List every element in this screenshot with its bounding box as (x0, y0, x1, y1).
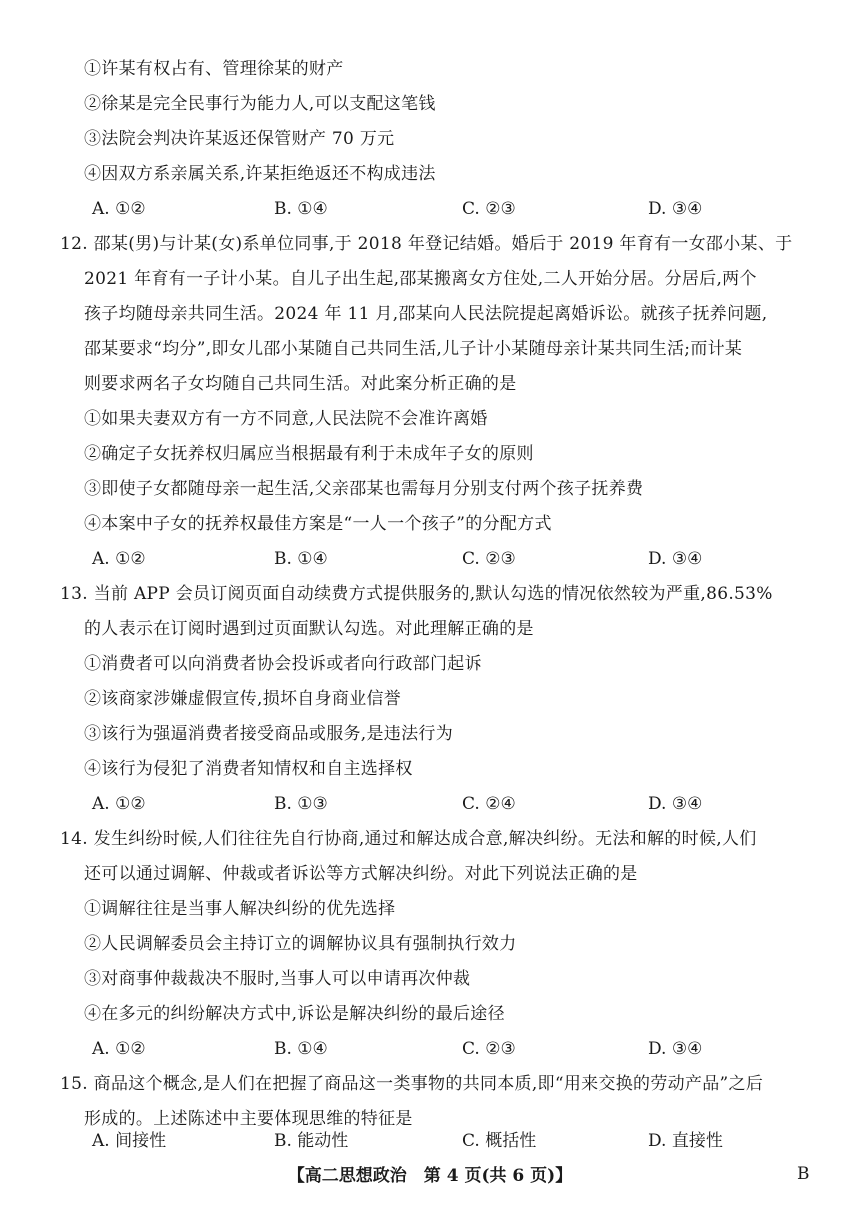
statement: ③对商事仲裁裁决不服时,当事人可以申请再次仲裁 (84, 969, 471, 989)
option-a: A. ①② (92, 794, 146, 814)
option-d: D. ③④ (648, 794, 703, 814)
option-b: B. ①③ (274, 794, 328, 814)
statement: ①调解往往是当事人解决纠纷的优先选择 (84, 899, 396, 919)
option-c: C. ②③ (462, 1039, 516, 1059)
statement: ①许某有权占有、管理徐某的财产 (84, 59, 344, 79)
option-c: C. ②④ (462, 794, 516, 814)
option-a: A. ①② (92, 549, 146, 569)
statement: ④在多元的纠纷解决方式中,诉讼是解决纠纷的最后途径 (84, 1004, 505, 1024)
answer-options (92, 1038, 772, 1060)
question-stem: 则要求两名子女均随自己共同生活。对此案分析正确的是 (84, 374, 517, 394)
page-footer: 【高二思想政治 第 4 页(共 6 页)】 (287, 1166, 573, 1186)
answer-options (92, 198, 772, 220)
question-stem: 13. 当前 APP 会员订阅页面自动续费方式提供服务的,默认勾选的情况依然较为严重,86.53% (60, 584, 773, 604)
question-stem: 2021 年育有一子计小某。自儿子出生起,邵某搬离女方住处,二人开始分居。分居后,两个 (84, 269, 757, 289)
statement: ②徐某是完全民事行为能力人,可以支配这笔钱 (84, 94, 436, 114)
version-letter: B (797, 1164, 810, 1184)
option-b: B. ①④ (274, 199, 328, 219)
option-b: B. ①④ (274, 549, 328, 569)
question-stem: 12. 邵某(男)与计某(女)系单位同事,于 2018 年登记结婚。婚后于 2019 年育有一女邵小某、于 (60, 234, 793, 254)
option-b: B. 能动性 (274, 1131, 349, 1151)
option-a: A. ①② (92, 1039, 146, 1059)
statement: ④本案中子女的抚养权最佳方案是“一人一个孩子”的分配方式 (84, 514, 552, 534)
option-c: C. ②③ (462, 199, 516, 219)
statement: ①如果夫妻双方有一方不同意,人民法院不会准许离婚 (84, 409, 488, 429)
question-stem: 邵某要求“均分”,即女儿邵小某随自己共同生活,儿子计小某随母亲计某共同生活;而计某 (84, 339, 743, 359)
option-a: A. 间接性 (92, 1131, 167, 1151)
statement: ④该行为侵犯了消费者知情权和自主选择权 (84, 759, 413, 779)
answer-options (92, 548, 772, 570)
question-stem: 还可以通过调解、仲裁或者诉讼等方式解决纠纷。对此下列说法正确的是 (84, 864, 638, 884)
option-a: A. ①② (92, 199, 146, 219)
statement: ③即使子女都随母亲一起生活,父亲邵某也需每月分别支付两个孩子抚养费 (84, 479, 644, 499)
option-d: D. ③④ (648, 1039, 703, 1059)
option-d: D. 直接性 (648, 1131, 723, 1151)
statement: ②人民调解委员会主持订立的调解协议具有强制执行效力 (84, 934, 517, 954)
question-stem: 的人表示在订阅时遇到过页面默认勾选。对此理解正确的是 (84, 619, 534, 639)
question-stem: 形成的。上述陈述中主要体现思维的特征是 (84, 1109, 413, 1129)
question-stem: 孩子均随母亲共同生活。2024 年 11 月,邵某向人民法院提起离婚诉讼。就孩子抚养问题, (84, 304, 768, 324)
option-c: C. 概括性 (462, 1131, 537, 1151)
statement: ①消费者可以向消费者协会投诉或者向行政部门起诉 (84, 654, 482, 674)
statement: ②确定子女抚养权归属应当根据最有利于未成年子女的原则 (84, 444, 534, 464)
option-c: C. ②③ (462, 549, 516, 569)
statement: ②该商家涉嫌虚假宣传,损坏自身商业信誉 (84, 689, 402, 709)
statement: ④因双方系亲属关系,许某拒绝返还不构成违法 (84, 164, 436, 184)
statement: ③法院会判决许某返还保管财产 70 万元 (84, 129, 395, 149)
statement: ③该行为强逼消费者接受商品或服务,是违法行为 (84, 724, 454, 744)
answer-options (92, 793, 772, 815)
question-stem: 14. 发生纠纷时候,人们往往先自行协商,通过和解达成合意,解决纠纷。无法和解的时候,人们 (60, 829, 757, 849)
answer-options (92, 1130, 772, 1152)
option-d: D. ③④ (648, 549, 703, 569)
option-b: B. ①④ (274, 1039, 328, 1059)
question-stem: 15. 商品这个概念,是人们在把握了商品这一类事物的共同本质,即“用来交换的劳动产品”之后 (60, 1074, 764, 1094)
option-d: D. ③④ (648, 199, 703, 219)
